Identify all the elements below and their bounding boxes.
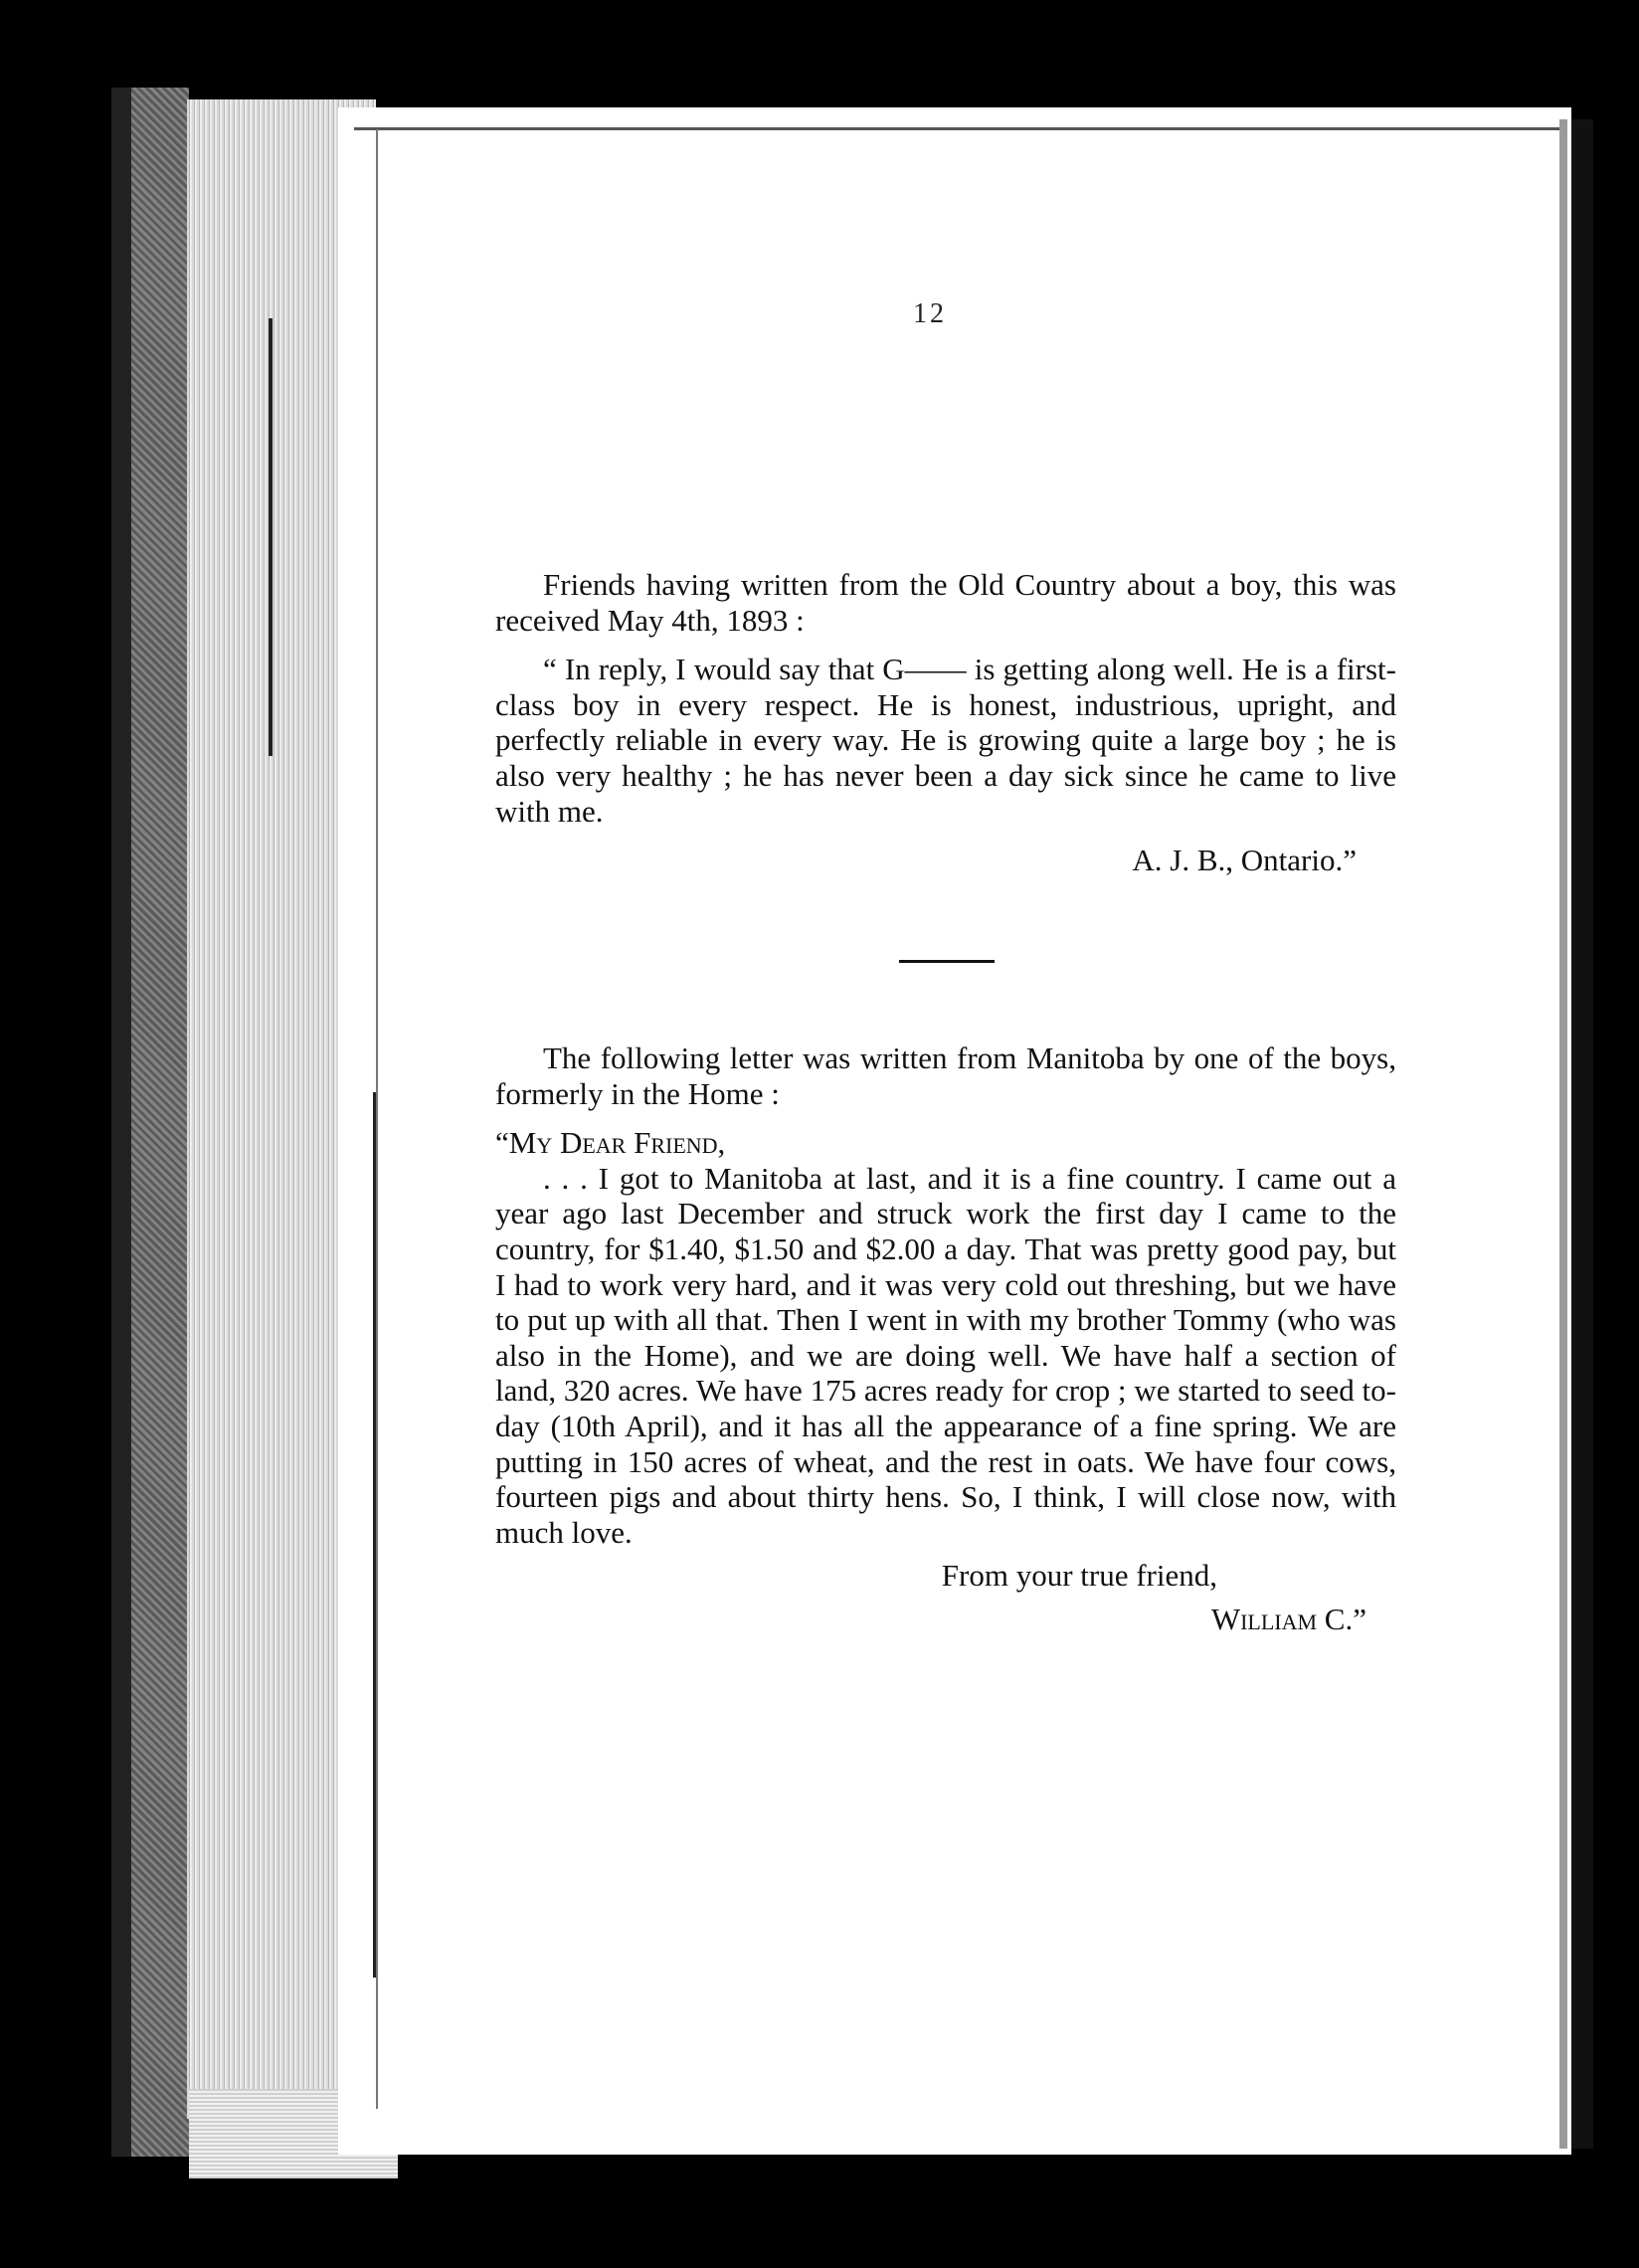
right-binding-edge [1559, 119, 1567, 2149]
book-spine-shadow [111, 88, 131, 2157]
page-left-rule [376, 129, 378, 2109]
page-number: 12 [913, 298, 947, 329]
letter-closing: From your true friend, [941, 1558, 1217, 1594]
intro-paragraph: Friends having written from the Old Country about a boy, this was received May 4th, 1893 : [495, 567, 1396, 638]
block-ontario-letter [495, 567, 1396, 878]
margin-line [373, 1092, 376, 1978]
letter-signature: A. J. B., Ontario.” [1132, 843, 1357, 878]
edge-line [269, 318, 273, 756]
section-divider [899, 960, 995, 963]
letter-signature: William C.” [1210, 1601, 1366, 1636]
intro-paragraph: The following letter was written from Manitoba by one of the boys, formerly in the Home : [495, 1040, 1396, 1111]
block-manitoba-letter [495, 1040, 1396, 1637]
letter-salutation: “My Dear Friend, [495, 1125, 726, 1161]
letter-body: . . . I got to Manitoba at last, and it is a fine country. I came out a year ago last December and struck work the first day I came to the country, for $1.40, $1.50 and $2.00 a day. That was pretty good pay, but I had to work very hard, and it was very cold out threshing, but we have to put up with all that. Then I went in with my brother Tommy (who was also in the Home), and we are doing well. We have half a section of land, 320 acres. We have 175 acres ready for crop ; we started to seed to-day (10th April), and it has all the appearance of a fine spring. We are putting in 150 acres of wheat, and the rest in oats. We have four cows, fourteen pigs and about thirty hens. So, I think, I will close now, with much love. [495, 1160, 1396, 1550]
right-binding [1571, 119, 1593, 2149]
quoted-letter: “ In reply, I would say that G—— is getting along well. He is a first-class boy in every respect. He is honest, industrious, upright, and perfectly reliable in every way. He is growing quite a large boy ; he is also very healthy ; he has never been a day sick since he came to live with me. [495, 652, 1396, 829]
page-top-rule [354, 127, 1567, 130]
